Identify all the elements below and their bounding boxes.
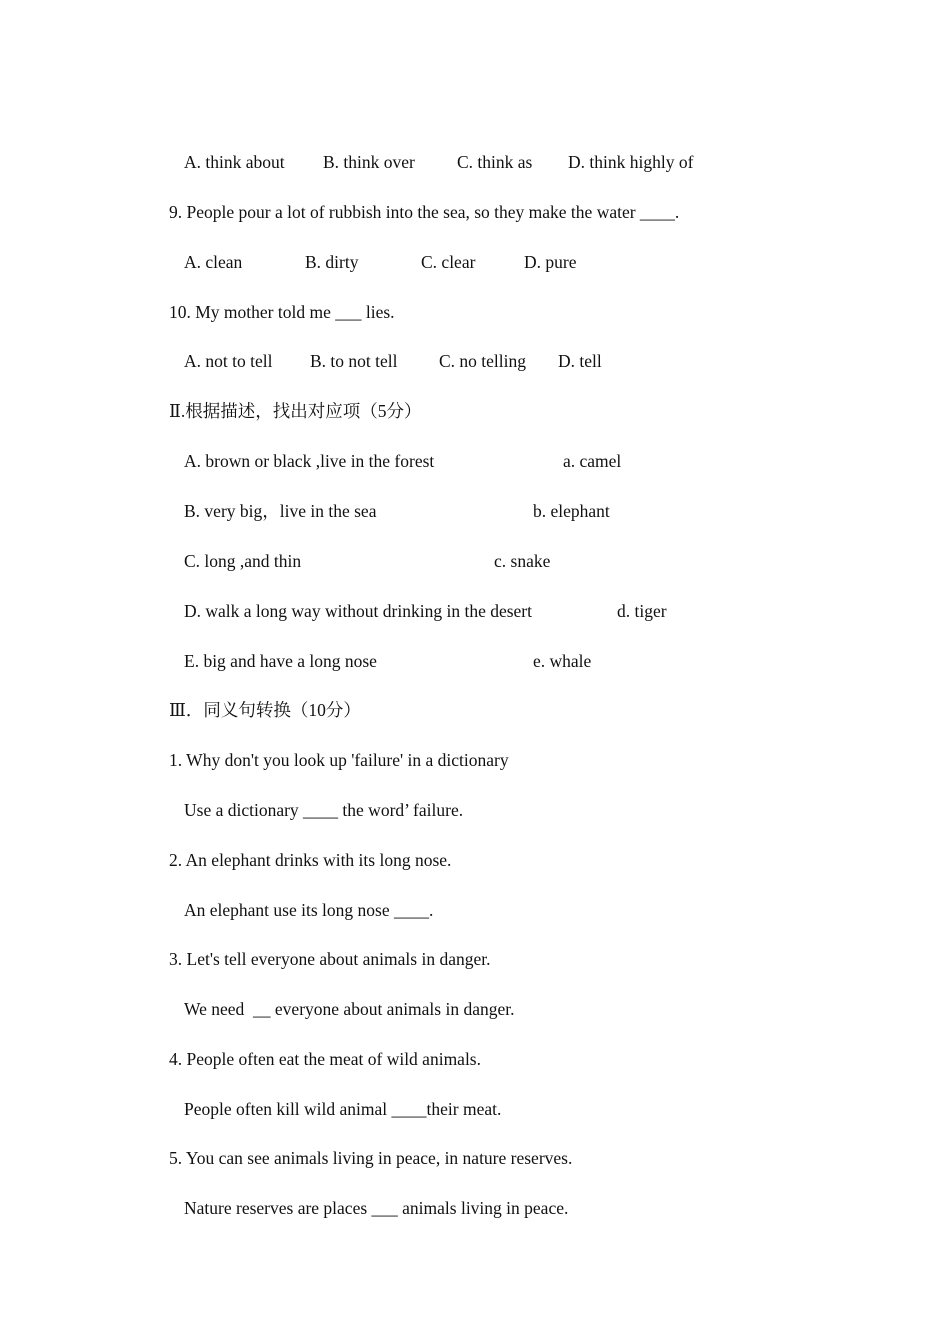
q8-option-d: D. think highly of xyxy=(568,152,694,172)
q8-option-a: A. think about xyxy=(184,152,285,172)
q9-option-a: A. clean xyxy=(184,252,243,272)
section3-rewrite-5: Nature reserves are places ___ animals living in peace. xyxy=(184,1198,569,1218)
q9-option-c: C. clear xyxy=(421,252,476,272)
section3-original-4: 4. People often eat the meat of wild animals. xyxy=(169,1049,481,1069)
section3-original-5: 5. You can see animals living in peace, in nature reserves. xyxy=(169,1148,573,1168)
section2-match-c: c. snake xyxy=(494,551,551,571)
section2-desc-d: D. walk a long way without drinking in the desert xyxy=(184,601,532,621)
section2-match-d: d. tiger xyxy=(617,601,667,621)
section2-heading: Ⅱ.根据描述，找出对应项（5分） xyxy=(169,401,422,421)
section3-original-3: 3. Let's tell everyone about animals in danger. xyxy=(169,949,491,969)
section2-desc-b: B. very big，live in the sea xyxy=(184,501,377,521)
section3-rewrite-2: An elephant use its long nose ____. xyxy=(184,900,434,920)
section3-heading: Ⅲ．同义句转换（10分） xyxy=(169,700,361,720)
q8-option-b: B. think over xyxy=(323,152,415,172)
q10-question: 10. My mother told me ___ lies. xyxy=(169,302,395,322)
q9-option-b: B. dirty xyxy=(305,252,359,272)
section3-rewrite-1: Use a dictionary ____ the word’ failure. xyxy=(184,800,464,820)
q10-option-d: D. tell xyxy=(558,351,602,371)
section2-match-b: b. elephant xyxy=(533,501,610,521)
section3-rewrite-3: We need __ everyone about animals in danger. xyxy=(184,999,515,1019)
q9-option-d: D. pure xyxy=(524,252,577,272)
section2-match-e: e. whale xyxy=(533,651,592,671)
q10-option-a: A. not to tell xyxy=(184,351,273,371)
section3-original-1: 1. Why don't you look up 'failure' in a dictionary xyxy=(169,750,509,770)
q8-option-c: C. think as xyxy=(457,152,533,172)
section2-desc-e: E. big and have a long nose xyxy=(184,651,377,671)
section2-desc-c: C. long ,and thin xyxy=(184,551,302,571)
q9-question: 9. People pour a lot of rubbish into the sea, so they make the water ____. xyxy=(169,202,680,222)
q10-option-c: C. no telling xyxy=(439,351,527,371)
section3-original-2: 2. An elephant drinks with its long nose. xyxy=(169,850,452,870)
section3-rewrite-4: People often kill wild animal ____their meat. xyxy=(184,1099,502,1119)
section2-desc-a: A. brown or black ,live in the forest xyxy=(184,451,435,471)
section2-match-a: a. camel xyxy=(563,451,622,471)
q10-option-b: B. to not tell xyxy=(310,351,398,371)
